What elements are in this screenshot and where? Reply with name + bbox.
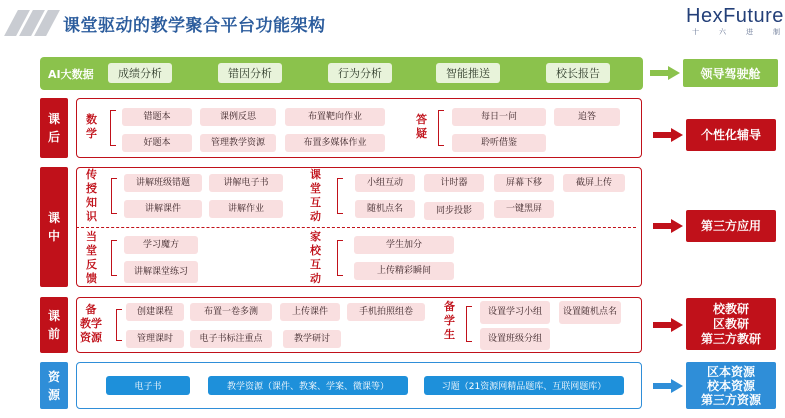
class-interaction-label bbox=[310, 168, 321, 224]
cat-char: 反 bbox=[86, 258, 97, 271]
interact-item-screen-down[interactable]: 屏幕下移 bbox=[494, 174, 554, 192]
qa-item-listen-learn[interactable]: 聆听借鉴 bbox=[452, 134, 546, 152]
feedback-bracket bbox=[111, 240, 117, 276]
cat-char: 疑 bbox=[416, 127, 427, 140]
cat-char: 学 bbox=[86, 127, 97, 140]
cat-char: 备 bbox=[444, 300, 455, 313]
cat-char: 堂 bbox=[86, 244, 97, 257]
prep-bracket bbox=[116, 309, 122, 341]
resource-line: 区本资源 bbox=[706, 364, 755, 379]
side-label-in-class bbox=[40, 167, 68, 287]
math-bracket bbox=[110, 110, 116, 146]
interact-item-black-screen[interactable]: 一键黑屏 bbox=[494, 200, 554, 218]
resource-sources-box[interactable] bbox=[686, 362, 776, 409]
home-school-label bbox=[310, 230, 321, 286]
student-item-class-groups[interactable]: 设置班级分组 bbox=[480, 328, 550, 350]
logo-subtitle bbox=[692, 27, 780, 37]
teach-knowledge-label bbox=[86, 168, 97, 224]
resource-item-question-bank[interactable]: 习题（21资源网精品题库、互联网题库） bbox=[424, 376, 624, 395]
cat-char: 课 bbox=[310, 168, 321, 181]
student-item-random-call[interactable]: 设置随机点名 bbox=[559, 301, 621, 324]
research-line: 区教研 bbox=[712, 316, 749, 331]
qa-bracket bbox=[438, 110, 444, 146]
ai-bigdata-label: AI大数据 bbox=[48, 68, 94, 81]
side-char: 资 bbox=[47, 369, 60, 384]
teach-item-courseware[interactable]: 讲解课件 bbox=[124, 200, 202, 218]
research-line: 校教研 bbox=[712, 301, 749, 316]
qa-category-label bbox=[416, 113, 427, 141]
math-item-manage-resources[interactable]: 管理教学资源 bbox=[200, 134, 276, 152]
student-item-study-groups[interactable]: 设置学习小组 bbox=[480, 301, 550, 324]
interact-item-timer[interactable]: 计时器 bbox=[424, 174, 484, 192]
leader-cockpit-box[interactable]: 领导驾驶舱 bbox=[683, 59, 778, 87]
ai-item-behavior-analysis[interactable]: 行为分析 bbox=[328, 63, 392, 83]
cat-char: 识 bbox=[86, 210, 97, 223]
side-label-before-class bbox=[40, 297, 68, 353]
resource-item-teaching-materials[interactable]: 教学资源（课件、教案、学案、微课等） bbox=[208, 376, 408, 395]
logo-sub-char: 十 bbox=[692, 28, 699, 36]
cat-char: 知 bbox=[86, 196, 97, 209]
cat-char: 互 bbox=[310, 258, 321, 271]
instant-feedback-label bbox=[86, 230, 97, 286]
logo-sub-char: 六 bbox=[719, 28, 726, 36]
logo-sub-char: 制 bbox=[773, 28, 780, 36]
cat-char: 授 bbox=[86, 182, 97, 195]
interact-item-sync-projection[interactable]: 同步投影 bbox=[424, 202, 484, 220]
home-item-student-points[interactable]: 学生加分 bbox=[354, 236, 454, 254]
cat-char: 校 bbox=[310, 244, 321, 257]
side-char: 后 bbox=[47, 130, 60, 144]
cat-char: 资源 bbox=[80, 331, 102, 344]
math-item-wrong-book[interactable]: 错题本 bbox=[122, 108, 192, 126]
logo-sub-char: 进 bbox=[746, 28, 753, 36]
personalized-tutoring-box[interactable]: 个性化辅导 bbox=[686, 119, 776, 151]
home-item-upload-moments[interactable]: 上传精彩瞬间 bbox=[354, 262, 454, 280]
ai-item-principal-report[interactable]: 校长报告 bbox=[546, 63, 610, 83]
math-item-targeted-homework[interactable]: 布置靶向作业 bbox=[285, 108, 385, 126]
teach-item-ebook[interactable]: 讲解电子书 bbox=[209, 174, 283, 192]
prep-item-manage-periods[interactable]: 管理课时 bbox=[126, 330, 184, 348]
prep-item-create-course[interactable]: 创建课程 bbox=[126, 303, 184, 321]
cat-char: 动 bbox=[310, 210, 321, 223]
cat-char: 家 bbox=[310, 230, 321, 243]
feedback-item-learning-cube[interactable]: 学习魔方 bbox=[124, 236, 198, 254]
teach-item-homework[interactable]: 讲解作业 bbox=[209, 200, 283, 218]
side-char: 中 bbox=[47, 229, 60, 243]
research-line: 第三方教研 bbox=[700, 331, 761, 346]
ai-item-error-analysis[interactable]: 错因分析 bbox=[218, 63, 282, 83]
cat-char: 互 bbox=[310, 196, 321, 209]
resource-line: 第三方资源 bbox=[700, 392, 761, 407]
company-logo: HexFuture bbox=[686, 5, 784, 27]
arrow-right-icon bbox=[653, 318, 683, 332]
resource-item-ebook[interactable]: 电子书 bbox=[106, 376, 190, 395]
feedback-item-class-practice[interactable]: 讲解课堂练习 bbox=[124, 261, 198, 283]
side-label-after-class bbox=[40, 98, 68, 158]
cat-char: 答 bbox=[416, 113, 427, 126]
qa-item-daily-question[interactable]: 每日一问 bbox=[452, 108, 546, 126]
ai-item-score-analysis[interactable]: 成绩分析 bbox=[108, 63, 172, 83]
cat-char: 堂 bbox=[310, 182, 321, 195]
prep-item-multi-test[interactable]: 布置一卷多测 bbox=[190, 303, 272, 321]
resource-line: 校本资源 bbox=[706, 378, 755, 393]
cat-char: 当 bbox=[86, 230, 97, 243]
qa-item-follow-up[interactable]: 追答 bbox=[554, 108, 620, 126]
side-label-resources bbox=[40, 362, 68, 409]
cat-char: 动 bbox=[310, 272, 321, 285]
side-char: 课 bbox=[47, 112, 60, 126]
teach-bracket bbox=[111, 178, 117, 214]
section-divider bbox=[76, 227, 636, 228]
cat-char: 学 bbox=[444, 314, 455, 327]
prep-item-ebook-highlight[interactable]: 电子书标注重点 bbox=[190, 330, 272, 348]
teaching-research-box[interactable] bbox=[686, 298, 776, 350]
cat-char: 馈 bbox=[86, 272, 97, 285]
math-item-good-question-book[interactable]: 好题本 bbox=[122, 134, 192, 152]
page-title: 课堂驱动的教学聚合平台功能架构 bbox=[63, 16, 326, 36]
cat-char: 生 bbox=[444, 328, 455, 341]
cat-char: 传 bbox=[86, 168, 97, 181]
side-char: 课 bbox=[47, 309, 60, 323]
interact-item-random-call[interactable]: 随机点名 bbox=[355, 200, 415, 218]
home-school-bracket bbox=[337, 240, 343, 276]
arrow-right-icon bbox=[653, 219, 683, 233]
math-category-label bbox=[86, 113, 97, 141]
side-char: 课 bbox=[47, 211, 60, 225]
teach-item-class-errors[interactable]: 讲解班级错题 bbox=[124, 174, 202, 192]
prep-students-label bbox=[444, 300, 455, 342]
interaction-bracket bbox=[337, 178, 343, 214]
cat-char: 教学 bbox=[80, 317, 102, 330]
students-bracket bbox=[466, 306, 472, 342]
ai-item-smart-push[interactable]: 智能推送 bbox=[436, 63, 500, 83]
arrow-right-icon bbox=[650, 66, 680, 80]
prep-item-photo-paper[interactable]: 手机拍照组卷 bbox=[347, 303, 425, 321]
arrow-right-icon bbox=[653, 128, 683, 142]
side-char: 源 bbox=[47, 387, 60, 402]
arrow-right-icon bbox=[653, 379, 683, 393]
prep-resources-label bbox=[80, 303, 102, 345]
side-char: 前 bbox=[47, 327, 60, 341]
prep-item-upload-courseware[interactable]: 上传课件 bbox=[280, 303, 340, 321]
interact-item-screenshot-upload[interactable]: 截屏上传 bbox=[563, 174, 625, 192]
math-item-case-reflection[interactable]: 课例反思 bbox=[200, 108, 276, 126]
prep-item-teaching-seminar[interactable]: 教学研讨 bbox=[283, 330, 341, 348]
cat-char: 数 bbox=[86, 113, 97, 126]
interact-item-group[interactable]: 小组互动 bbox=[355, 174, 415, 192]
third-party-apps-box[interactable]: 第三方应用 bbox=[686, 210, 776, 242]
math-item-multimedia-homework[interactable]: 布置多媒体作业 bbox=[285, 134, 385, 152]
cat-char: 备 bbox=[85, 303, 97, 316]
